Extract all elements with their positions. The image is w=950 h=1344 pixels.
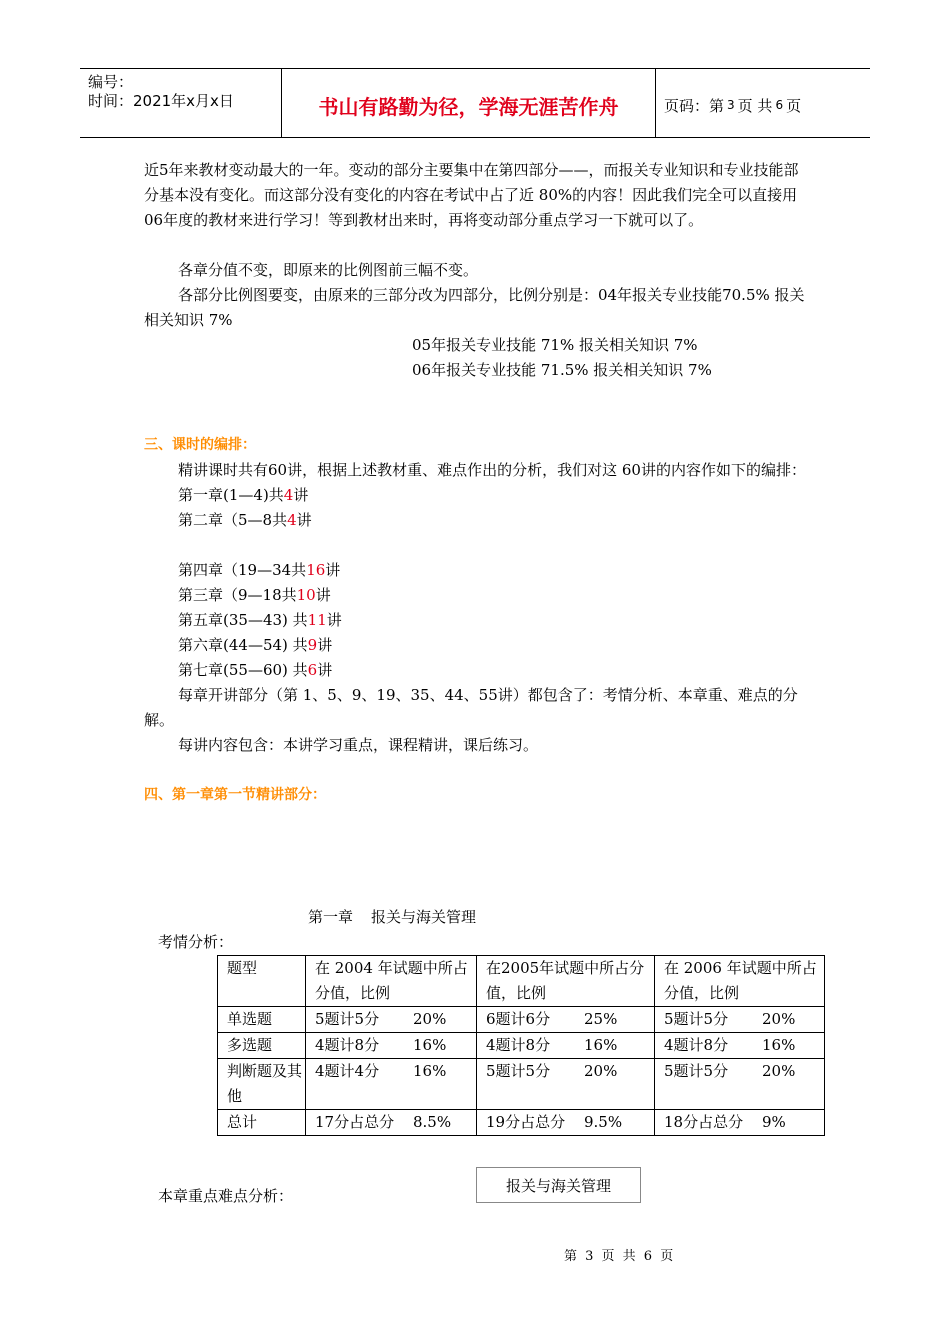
header-page-number: 页码：第 3 页 共 6 页	[664, 96, 802, 115]
ratio-2005: 05年报关专业技能 71% 报关相关知识 7%	[412, 336, 698, 354]
page-footer: 第 3 页 共 6 页	[564, 1249, 674, 1264]
page-header	[80, 68, 870, 138]
header-motto: 书山有路勤为径，学海无涯苦作舟	[282, 69, 656, 137]
exam-analysis-label: 考情分析：	[158, 933, 234, 951]
chapter-line-2: 第二章（5—8共4讲	[178, 511, 312, 529]
page-total: 6	[775, 98, 784, 112]
section-4-heading: 四、第一章第一节精讲部分：	[144, 787, 326, 803]
chapter-line-5: 第五章(35—43) 共11讲	[178, 611, 342, 629]
chapter-line-6: 第六章(44—54) 共9讲	[178, 636, 333, 654]
section-3-note-1: 每章开讲部分（第 1、5、9、19、35、44、55讲）都包含了：考情分析、本章重、难点的分解。	[144, 686, 798, 729]
chapter-line-4: 第四章（19—34共16讲	[178, 561, 341, 579]
table-row: 总计 17分占总分 8.5% 19分占总分 9.5% 18分占总分 9%	[218, 1110, 825, 1136]
table-row: 判断题及其他 4题计4分 16% 5题计5分 20% 5题计5分 20%	[218, 1059, 825, 1110]
page-current: 3	[727, 98, 735, 112]
section-3-note-2: 每讲内容包含：本讲学习重点，课程精讲，课后练习。	[178, 736, 539, 754]
section-3-intro: 精讲课时共有60讲，根据上述教材重、难点作出的分析，我们对这 60讲的内容作如下的编排：	[178, 461, 806, 479]
table-header-cell: 在2005年试题中所占分值，比例	[477, 956, 655, 1007]
doc-time-label: 时间：2021年x月x日	[88, 92, 234, 110]
chapter-title: 第一章 报关与海关管理	[308, 908, 477, 926]
section-3-heading: 三、课时的编排：	[144, 437, 256, 453]
document-body	[144, 158, 810, 808]
ratio-2006: 06年报关专业技能 71.5% 报关相关知识 7%	[412, 361, 712, 379]
intro-paragraph-1: 近5年来教材变动最大的一年。变动的部分主要集中在第四部分——，而报关专业知识和专业技能部分基本没有变化。而这部分没有变化的内容在考试中占了近 80%的内容！因此我们完全可以直接用06年度的教材来进行学习！等到教材出来时，再将变动部分重点学习一下就可以了。	[144, 161, 799, 229]
table-header-row	[218, 956, 825, 1007]
chapter-line-1: 第一章(1—4)共4讲	[178, 486, 309, 504]
chapter-topic-box: 报关与海关管理	[476, 1167, 641, 1203]
intro-paragraph-2: 各章分值不变，即原来的比例图前三幅不变。	[178, 261, 479, 279]
table-header-cell: 题型	[218, 956, 306, 1007]
chapter-line-7: 第七章(55—60) 共6讲	[178, 661, 333, 679]
chapter-line-3: 第三章（9—18共10讲	[178, 586, 331, 604]
intro-paragraph-3: 各部分比例图要变，由原来的三部分改为四部分，比例分别是：04年报关专业技能70.5% 报关相关知识 7%	[144, 286, 805, 329]
doc-number-label: 编号：	[88, 73, 134, 91]
table-row: 单选题 5题计5分 20% 6题计6分 25% 5题计5分 20%	[218, 1007, 825, 1033]
key-points-label: 本章重点难点分析：	[158, 1187, 294, 1205]
header-meta	[80, 69, 282, 137]
table-header-cell: 在 2004 年试题中所占分值，比例	[306, 956, 477, 1007]
table-header-cell: 在 2006 年试题中所占分值，比例	[655, 956, 825, 1007]
table-row: 多选题 4题计8分 16% 4题计8分 16% 4题计8分 16%	[218, 1033, 825, 1059]
exam-stats-table	[217, 955, 825, 1136]
